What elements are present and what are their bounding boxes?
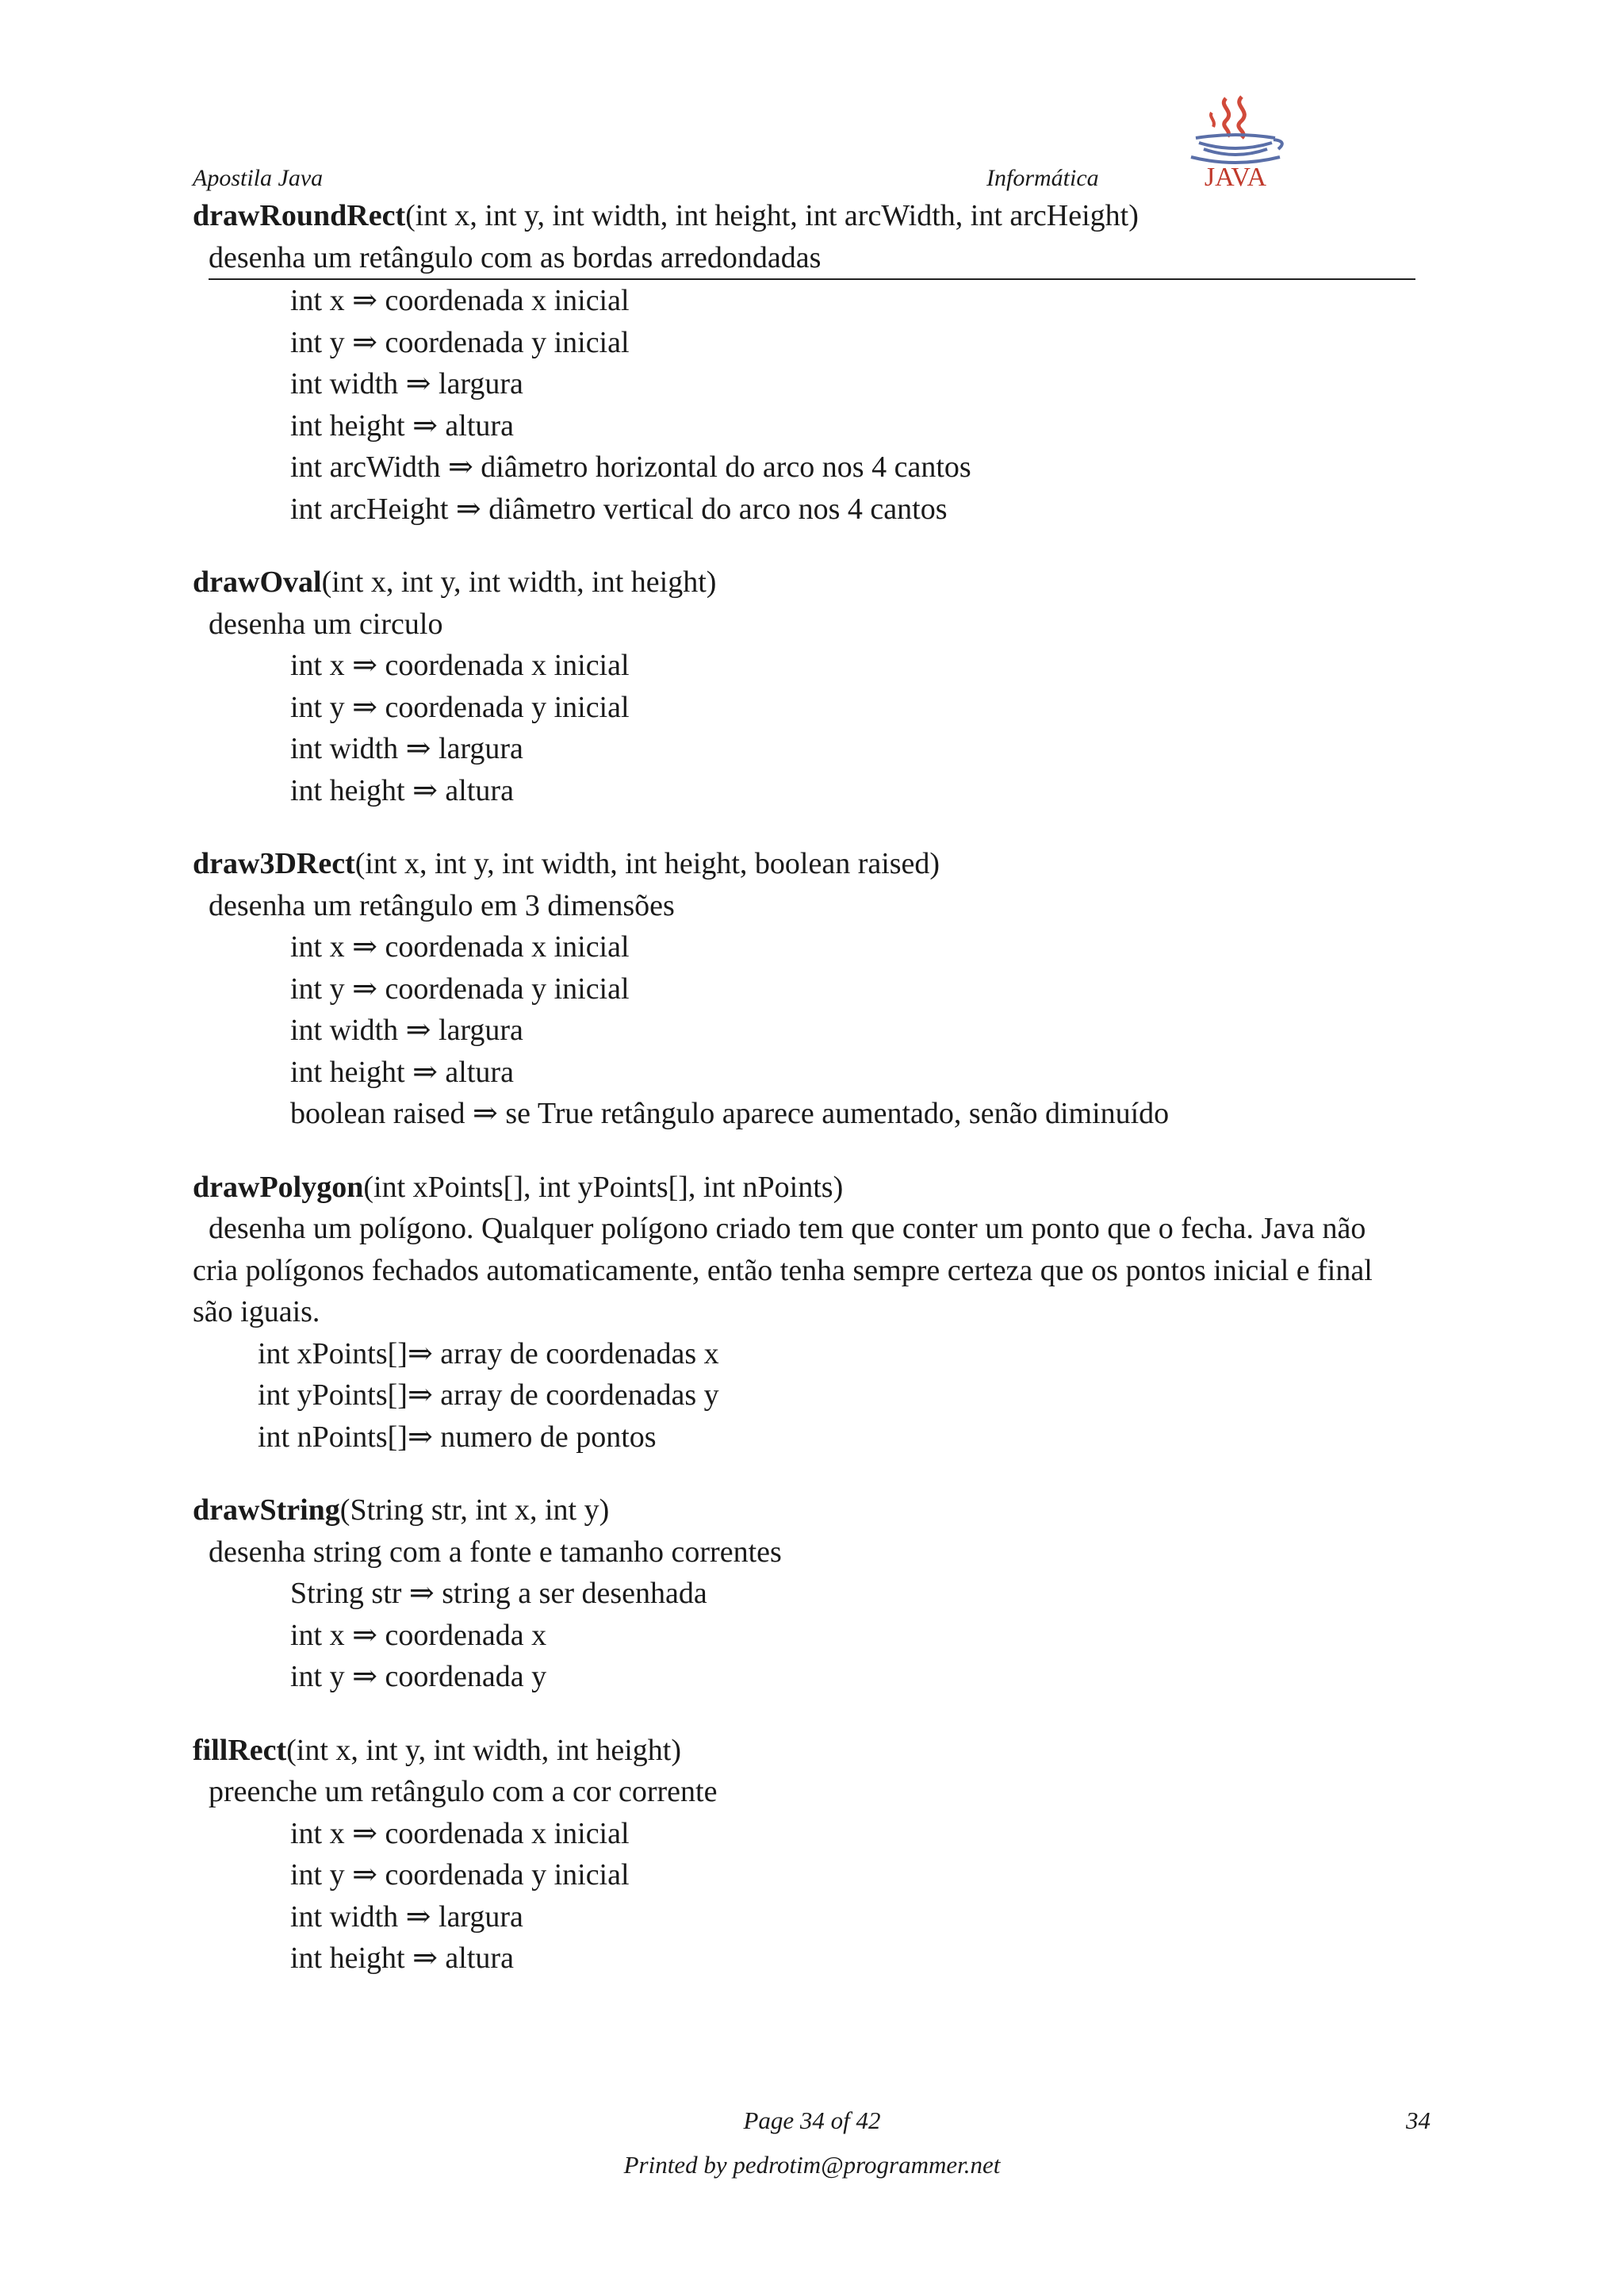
parameter-item: int xPoints[]⇒ array de coordenadas x	[258, 1336, 719, 1370]
parameter-item: int nPoints[]⇒ numero de pontos	[258, 1420, 657, 1454]
method-section	[193, 1167, 1414, 1458]
parameter-item: int y ⇒ coordenada y inicial	[290, 972, 630, 1006]
parameter-item: int arcWidth ⇒ diâmetro horizontal do arco nos 4 cantos	[290, 450, 971, 484]
java-logo-text: JAVA	[1204, 163, 1267, 187]
method-args: (int x, int y, int width, int height)	[321, 565, 717, 599]
footer-page-info: Page 34 of 42	[743, 2106, 881, 2134]
header-title: Apostila Java	[193, 165, 324, 191]
parameter-item: int y ⇒ coordenada y inicial	[290, 1858, 630, 1892]
method-description: preenche um retângulo com a cor corrente	[209, 1775, 718, 1808]
parameter-list	[290, 280, 1414, 530]
parameter-item: int x ⇒ coordenada x inicial	[290, 930, 630, 964]
header-subject: Informática	[986, 165, 1099, 191]
method-signature	[193, 195, 1414, 237]
method-signature	[193, 843, 1414, 885]
parameter-item: int x ⇒ coordenada x inicial	[290, 284, 630, 317]
parameter-item: int x ⇒ coordenada x inicial	[290, 649, 630, 682]
method-section	[193, 843, 1414, 1135]
method-description: desenha string com a fonte e tamanho correntes	[209, 1535, 782, 1569]
method-signature	[193, 562, 1414, 604]
method-section	[193, 562, 1414, 811]
method-section	[193, 195, 1414, 530]
method-section	[193, 1730, 1414, 1980]
method-name: drawPolygon	[193, 1170, 364, 1204]
parameter-item: int width ⇒ largura	[290, 732, 523, 765]
method-args: (int x, int y, int width, int height)	[286, 1733, 681, 1767]
parameter-item: String str ⇒ string a ser desenhada	[290, 1577, 707, 1610]
footer-page-number: 34	[1406, 2106, 1431, 2134]
method-description: desenha um circulo	[209, 607, 443, 641]
method-args: (int x, int y, int width, int height, boolean raised)	[354, 847, 940, 880]
parameter-item: int height ⇒ altura	[290, 773, 514, 807]
parameter-list	[290, 1573, 1414, 1698]
parameter-item: int height ⇒ altura	[290, 1055, 514, 1089]
method-name: fillRect	[193, 1733, 287, 1767]
parameter-item: int width ⇒ largura	[290, 1899, 523, 1934]
parameter-item: int height ⇒ altura	[290, 1941, 514, 1975]
method-name: drawOval	[193, 565, 322, 599]
method-name: draw3DRect	[193, 847, 355, 880]
method-signature	[193, 1489, 1414, 1531]
method-args: (int x, int y, int width, int height, int arcWidth, int arcHeight)	[405, 199, 1139, 232]
parameter-item: int y ⇒ coordenada y inicial	[290, 325, 630, 359]
page-content	[193, 195, 1414, 2011]
java-logo-icon	[1180, 94, 1291, 187]
method-signature	[193, 1167, 1414, 1209]
method-signature	[193, 1730, 1414, 1772]
parameter-list	[258, 1333, 1414, 1458]
parameter-list	[290, 926, 1414, 1135]
method-name: drawRoundRect	[193, 199, 406, 232]
parameter-item: int yPoints[]⇒ array de coordenadas y	[258, 1378, 719, 1412]
parameter-item: int x ⇒ coordenada x inicial	[290, 1816, 630, 1850]
parameter-item: int x ⇒ coordenada x	[290, 1618, 547, 1652]
method-args: (int xPoints[], int yPoints[], int nPoints)	[363, 1170, 844, 1204]
parameter-item: int arcHeight ⇒ diâmetro vertical do arco nos 4 cantos	[290, 492, 948, 526]
parameter-item: boolean raised ⇒ se True retângulo aparece aumentado, senão diminuído	[290, 1097, 1170, 1130]
parameter-list	[290, 645, 1414, 811]
parameter-item: int width ⇒ largura	[290, 367, 523, 401]
parameter-item: int y ⇒ coordenada y inicial	[290, 690, 630, 724]
parameter-list	[290, 1813, 1414, 1980]
method-args: (String str, int x, int y)	[339, 1493, 610, 1527]
method-description: desenha um retângulo com as bordas arredondadas	[209, 237, 1415, 281]
parameter-item: int height ⇒ altura	[290, 408, 514, 443]
parameter-item: int y ⇒ coordenada y	[290, 1660, 547, 1693]
parameter-item: int width ⇒ largura	[290, 1014, 523, 1047]
footer-printed-by: Printed by pedrotim@programmer.net	[623, 2151, 1001, 2179]
method-description: desenha um polígono. Qualquer polígono criado tem que conter um ponto que o fecha. Java não cria polígonos fechados automaticamente, então tenha sempre certeza que os pontos inicial e final são iguais.	[193, 1212, 1373, 1328]
method-section	[193, 1489, 1414, 1698]
method-description: desenha um retângulo em 3 dimensões	[209, 888, 675, 922]
method-name: drawString	[193, 1493, 340, 1527]
